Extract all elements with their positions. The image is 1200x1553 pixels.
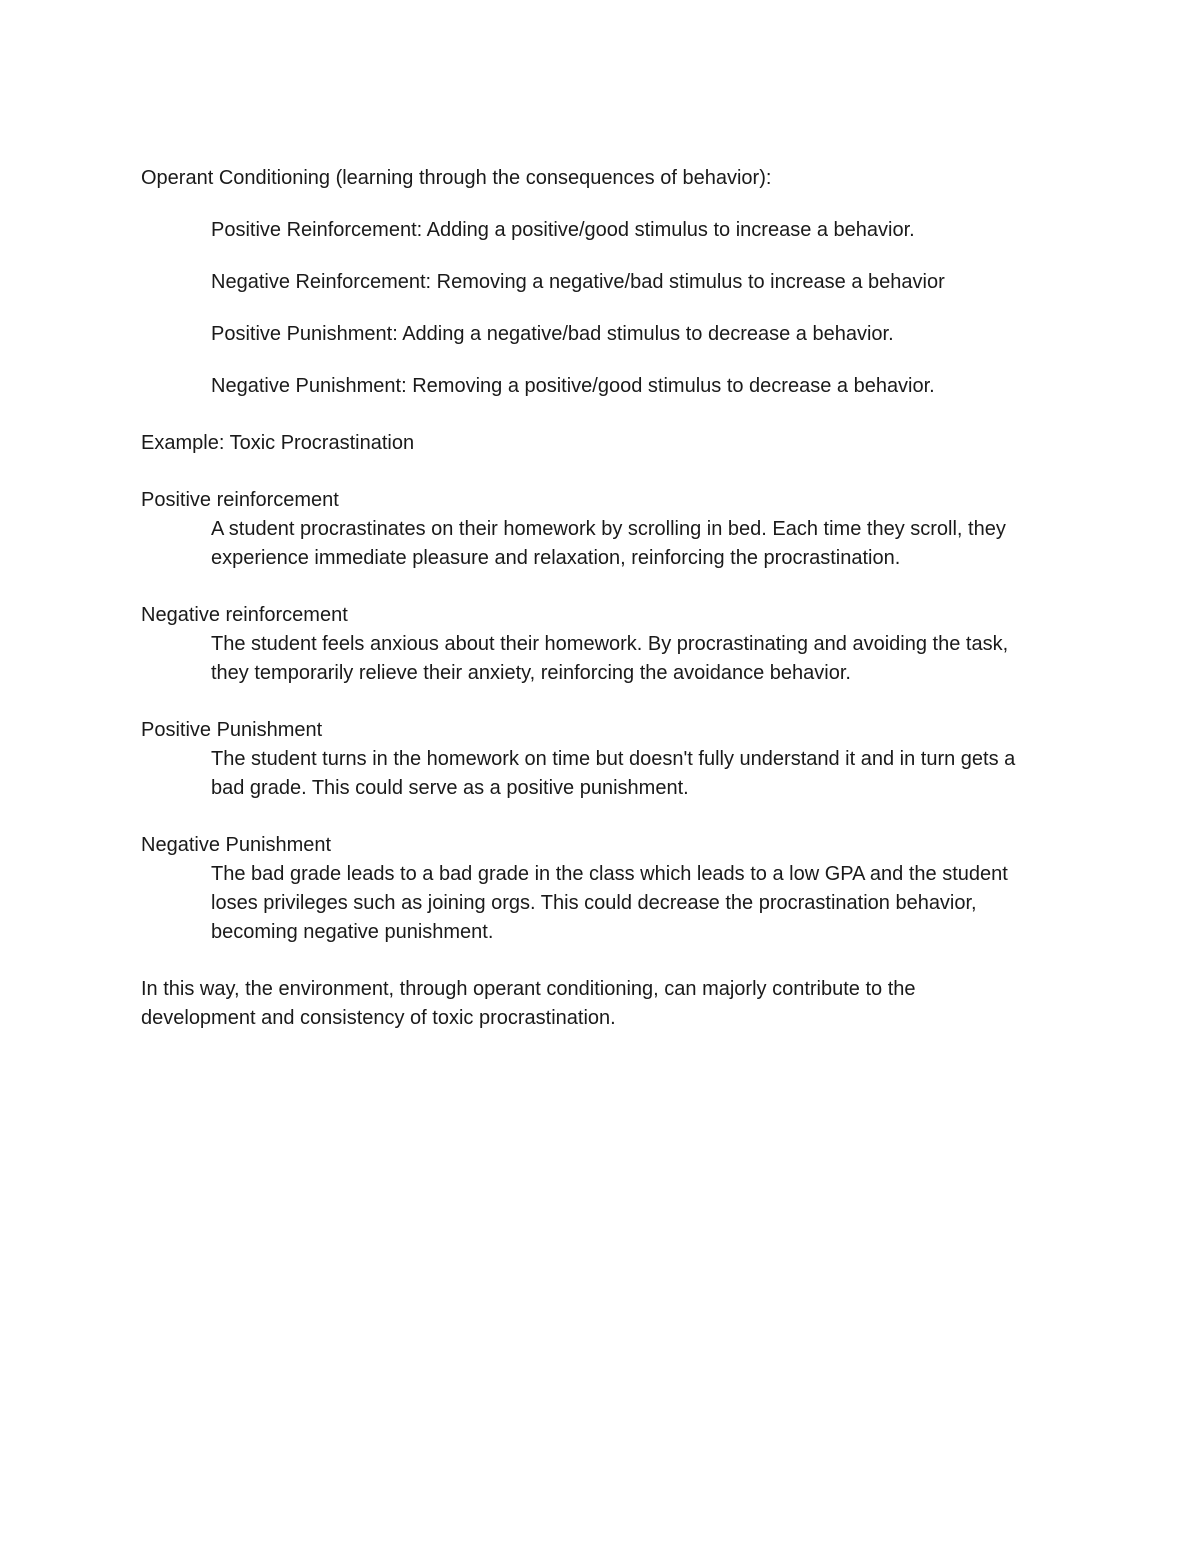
example-title: Example: Toxic Procrastination: [141, 432, 415, 454]
example-section-negative-punishment: [141, 831, 1041, 947]
example-body: The bad grade leads to a bad grade in the class which leads to a low GPA and the student loses privileges such as joining orgs. This could decrease the procrastination behavior, becoming negative punishment.: [211, 863, 1008, 943]
definition-negative-punishment: Negative Punishment: Removing a positive/good stimulus to decrease a behavior.: [211, 375, 935, 397]
example-heading: Positive reinforcement: [141, 489, 339, 511]
example-section-negative-reinforcement: [141, 601, 1041, 688]
example-section-positive-reinforcement: [141, 486, 1041, 573]
example-body: A student procrastinates on their homework by scrolling in bed. Each time they scroll, they experience immediate pleasure and relaxation, reinforcing the procrastination.: [211, 518, 1006, 569]
example-section-positive-punishment: [141, 716, 1041, 803]
conclusion-paragraph: In this way, the environment, through operant conditioning, can majorly contribute to the development and consistency of toxic procrastination.: [141, 978, 916, 1029]
example-body: The student turns in the homework on time but doesn't fully understand it and in turn gets a bad grade. This could serve as a positive punishment.: [211, 748, 1016, 799]
example-body: The student feels anxious about their homework. By procrastinating and avoiding the task, they temporarily relieve their anxiety, reinforcing the avoidance behavior.: [211, 633, 1009, 684]
definition-list: [141, 216, 1041, 401]
example-heading: Positive Punishment: [141, 719, 323, 741]
intro-heading: Operant Conditioning (learning through the consequences of behavior):: [141, 167, 772, 189]
document-body: [141, 164, 1041, 1033]
example-heading: Negative Punishment: [141, 834, 332, 856]
definition-negative-reinforcement: Negative Reinforcement: Removing a negative/bad stimulus to increase a behavior: [211, 271, 945, 293]
definition-positive-punishment: Positive Punishment: Adding a negative/bad stimulus to decrease a behavior.: [211, 323, 894, 345]
example-heading: Negative reinforcement: [141, 604, 348, 626]
definition-positive-reinforcement: Positive Reinforcement: Adding a positive/good stimulus to increase a behavior.: [211, 219, 915, 241]
